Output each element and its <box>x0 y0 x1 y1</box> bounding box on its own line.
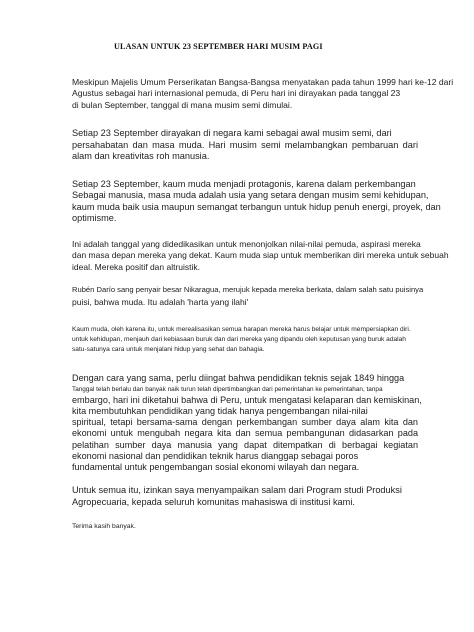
document-title: ULASAN UNTUK 23 SEPTEMBER HARI MUSIM PAGI <box>114 42 323 51</box>
paragraph-technical-education-cont <box>72 395 434 473</box>
text-line: ekonomi untuk mengubah negara kita dan semua pembangunan didasarkan pada <box>72 428 418 439</box>
text-line: Kaum muda, oleh karena itu, untuk merealisasikan semua harapan mereka harus belajar untuk mempersiapkan diri. <box>72 326 411 334</box>
paragraph-thanks <box>72 522 434 531</box>
paragraph-ruben-dario <box>72 284 434 308</box>
text-line: kaum muda baik usia maupun semangat terbangun untuk hidup penuh energi, proyek, dan <box>72 201 441 212</box>
paragraph-youth <box>72 178 441 225</box>
text-line: spiritual, tetapi bersama-sama dengan perkembangan sumber daya alam kita dan <box>72 417 418 428</box>
text-line: alam dan kreativitas roh manusia. <box>72 151 210 162</box>
text-line: Setiap 23 September dirayakan di negara kami sebagai awal musim semi, dari <box>72 128 392 139</box>
paragraph-greeting <box>72 485 434 508</box>
text-line: optimisme. <box>72 213 117 224</box>
text-line: persahabatan dan masa muda. Hari musim semi melambangkan pembaruan dari <box>72 139 418 150</box>
text-line: Rubén Darío sang penyair besar Nikaragua, merujuk kepada mereka berkata, dalam salah satu puisinya <box>72 285 424 295</box>
text-line: ekonomi nasional dan pendidikan teknik harus dianggap sebagai poros <box>72 450 359 461</box>
text-line: Setiap 23 September, kaum muda menjadi protagonis, karena dalam perkembangan <box>72 178 416 189</box>
text-line: Tanggal telah berlalu dan banyak naik turun telah dipertimbangkan dari pemerintahan ke pemerintahan, tanpa <box>72 385 383 393</box>
text-line: Ini adalah tanggal yang didedikasikan untuk menonjolkan nilai-nilai pemuda, aspirasi mereka <box>72 238 421 249</box>
paragraph-habits <box>72 325 434 355</box>
text-line: fundamental untuk pengembangan sosial ekonomi wilayah dan negara. <box>72 461 360 472</box>
paragraph-values <box>72 238 449 274</box>
text-line: Dengan cara yang sama, perlu diingat bahwa pendidikan teknis sejak 1849 hingga <box>72 373 405 384</box>
text-line: embargo, hari ini diketahui bahwa di Peru, untuk mengatasi kelaparan dan kemiskinan, <box>72 394 422 405</box>
text-line: Meskipun Majelis Umum Perserikatan Bangsa-Bangsa menyatakan pada tahun 1999 hari ke-12 dari <box>72 77 454 87</box>
text-line: Agustus sebagai hari internasional pemuda, di Peru hari ini dirayakan pada tanggal 23 <box>72 88 401 99</box>
text-line: pelatihan sumber daya manusia yang dapat ditempatkan di berbagai kegiatan <box>72 439 418 450</box>
text-line: Terima kasih banyak. <box>72 523 136 531</box>
text-line: di bulan September, tanggal di mana musim semi dimulai. <box>72 99 293 110</box>
paragraph-technical-education <box>72 373 434 385</box>
text-line: satu-satunya cara untuk menjalani hidup yang sehat dan bahagia. <box>72 346 265 354</box>
text-line: Sebagai manusia, masa muda adalah usia yang setara dengan musim semi kehidupan, <box>72 190 429 201</box>
text-line: untuk kehidupan, menjauh dari kebiasaan buruk dan dari mereka yang dipandu oleh keputusan yang buruk adalah <box>72 336 406 344</box>
text-line: puisi, bahwa muda. Itu adalah 'harta yang ilahi' <box>72 297 249 308</box>
text-line: dan masa depan mereka yang dekat. Kaum muda siap untuk memberikan diri mereka untuk sebuah <box>72 250 449 261</box>
text-line: kita membutuhkan pendidikan yang tidak hanya pengembangan nilai-nilai <box>72 405 368 416</box>
text-line: Agropecuaria, kepada seluruh komunitas mahasiswa di institusi kami. <box>72 496 355 507</box>
text-line: Untuk semua itu, izinkan saya menyampaikan salam dari Program studi Produksi <box>72 485 402 496</box>
text-line: ideal. Mereka positif dan altruistik. <box>72 261 201 272</box>
paragraph-spring <box>72 128 434 163</box>
paragraph-intro <box>72 77 454 111</box>
paragraph-technical-education-small <box>72 385 434 394</box>
